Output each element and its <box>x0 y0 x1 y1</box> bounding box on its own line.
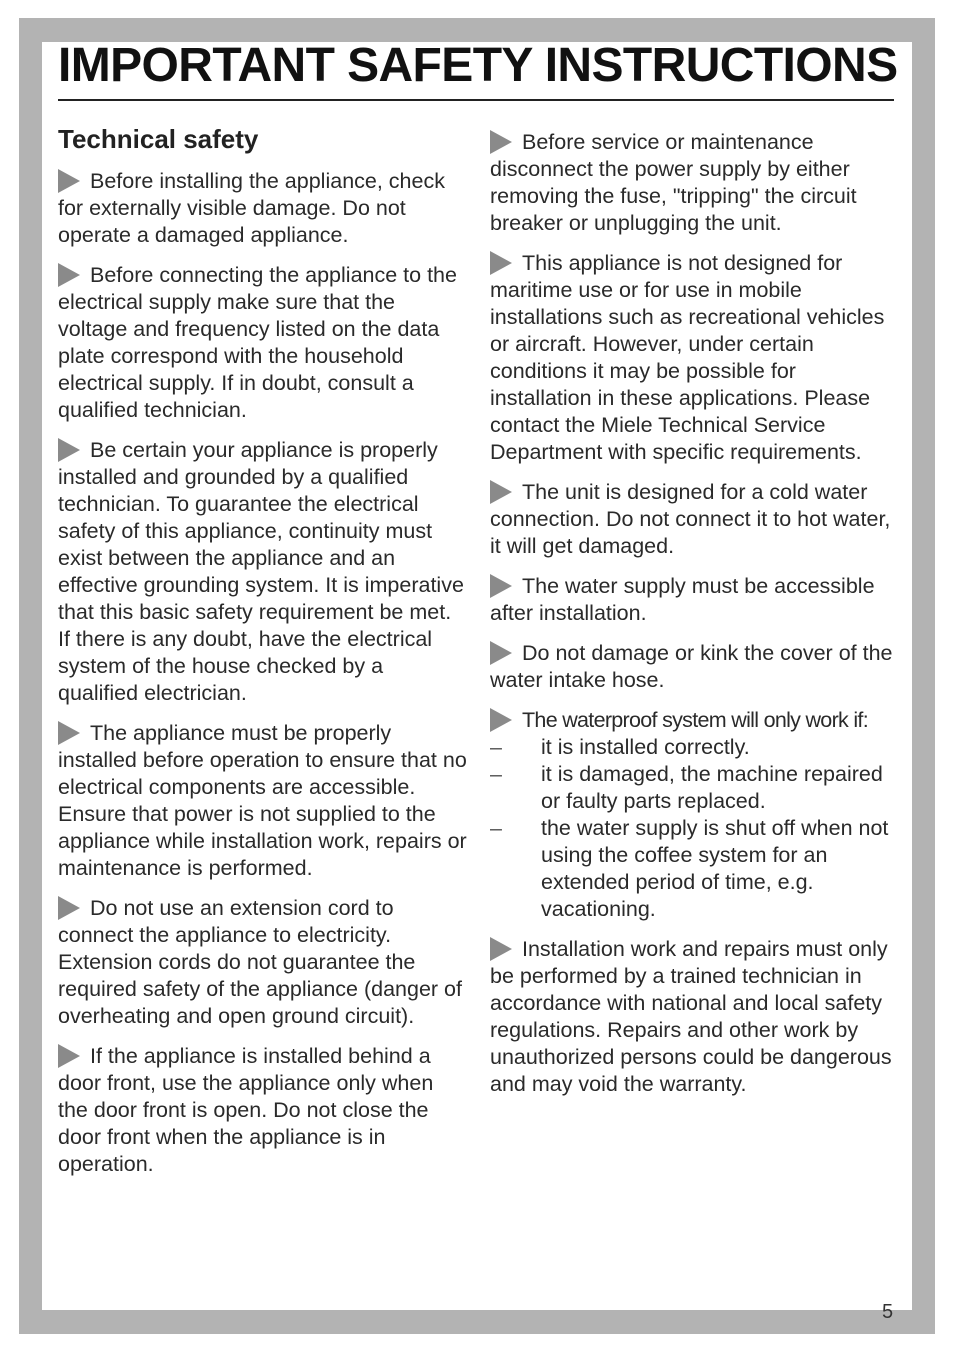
safety-paragraph <box>58 1043 468 1178</box>
safety-paragraph <box>490 707 900 734</box>
triangle-right-icon <box>490 480 512 504</box>
dash-bullet: – <box>490 762 502 786</box>
paragraph-text: This appliance is not designed for maritime use or for use in mobile installations such as recreational vehicles or aircraft. However, under certain conditions it may be possible for installation in these applications. Please contact the Miele Technical Service Department with specific requirements. <box>490 251 885 464</box>
dash-bullet: – <box>490 735 502 759</box>
waterproof-conditions-list <box>490 734 900 923</box>
safety-paragraph <box>490 129 900 237</box>
triangle-right-icon <box>490 251 512 275</box>
section-title: Technical safety <box>58 124 259 154</box>
triangle-right-icon <box>58 721 80 745</box>
title-underline <box>58 99 894 101</box>
triangle-right-icon <box>58 438 80 462</box>
dash-bullet: – <box>490 816 502 840</box>
right-column <box>490 129 900 1111</box>
page-title: IMPORTANT SAFETY INSTRUCTIONS <box>58 39 898 92</box>
list-item <box>490 815 900 923</box>
safety-paragraph <box>58 168 468 249</box>
triangle-right-icon <box>490 574 512 598</box>
list-item <box>490 734 900 761</box>
paragraph-text: The water supply must be accessible after installation. <box>490 574 875 625</box>
left-column <box>58 122 468 1191</box>
list-item <box>490 761 900 815</box>
triangle-right-icon <box>58 1044 80 1068</box>
list-item-text: it is damaged, the machine repaired or faulty parts replaced. <box>541 762 883 813</box>
triangle-right-icon <box>490 708 512 732</box>
safety-paragraph <box>490 479 900 560</box>
paragraph-text: Do not damage or kink the cover of the water intake hose. <box>490 641 893 692</box>
paragraph-text: Before service or maintenance disconnect the power supply by either removing the fuse, "tripping" the circuit breaker or unplugging the unit. <box>490 130 857 235</box>
safety-paragraph <box>490 250 900 466</box>
paragraph-text: Be certain your appliance is properly installed and grounded by a qualified technician. To guarantee the electrical safety of this appliance, continuity must exist between the appliance and an effective grounding system. It is imperative that this basic safety requirement be met. If there is any doubt, have the electrical system of the house checked by a qualified electrician. <box>58 438 464 705</box>
triangle-right-icon <box>58 896 80 920</box>
page-number: 5 <box>882 1301 894 1323</box>
triangle-right-icon <box>490 130 512 154</box>
triangle-right-icon <box>490 641 512 665</box>
triangle-right-icon <box>58 169 80 193</box>
paragraph-text: If the appliance is installed behind a door front, use the appliance only when the door front is open. Do not close the door front when the appliance is in operation. <box>58 1044 434 1176</box>
paragraph-text: Installation work and repairs must only be performed by a trained technician in accordance with national and local safety regulations. Repairs and other work by unauthorized persons could be dangerous and may void the warranty. <box>490 937 892 1096</box>
list-item-text: the water supply is shut off when not using the coffee system for an extended period of time, e.g. vacationing. <box>541 816 889 921</box>
paragraph-text: The appliance must be properly installed before operation to ensure that no electrical components are accessible. Ensure that power is not supplied to the appliance while installation work, repairs or maintenance is performed. <box>58 721 467 880</box>
safety-paragraph <box>58 262 468 424</box>
safety-paragraph <box>58 437 468 707</box>
triangle-right-icon <box>58 263 80 287</box>
safety-paragraph <box>490 573 900 627</box>
paragraph-text: The waterproof system will only work if: <box>522 708 868 732</box>
triangle-right-icon <box>490 937 512 961</box>
safety-paragraph <box>58 895 468 1030</box>
list-item-text: it is installed correctly. <box>541 735 750 759</box>
paragraph-text: Before connecting the appliance to the electrical supply make sure that the voltage and frequency listed on the data plate correspond with the household electrical supply. If in doubt, consult a qualified technician. <box>58 263 457 422</box>
safety-paragraph <box>490 640 900 694</box>
paragraph-text: Do not use an extension cord to connect the appliance to electricity. Extension cords do not guarantee the required safety of the appliance (danger of overheating and open ground circuit). <box>58 896 462 1028</box>
safety-paragraph <box>490 936 900 1098</box>
safety-paragraph <box>58 720 468 882</box>
paragraph-text: The unit is designed for a cold water connection. Do not connect it to hot water, it will get damaged. <box>490 480 891 558</box>
paragraph-text: Before installing the appliance, check for externally visible damage. Do not operate a damaged appliance. <box>58 169 445 247</box>
